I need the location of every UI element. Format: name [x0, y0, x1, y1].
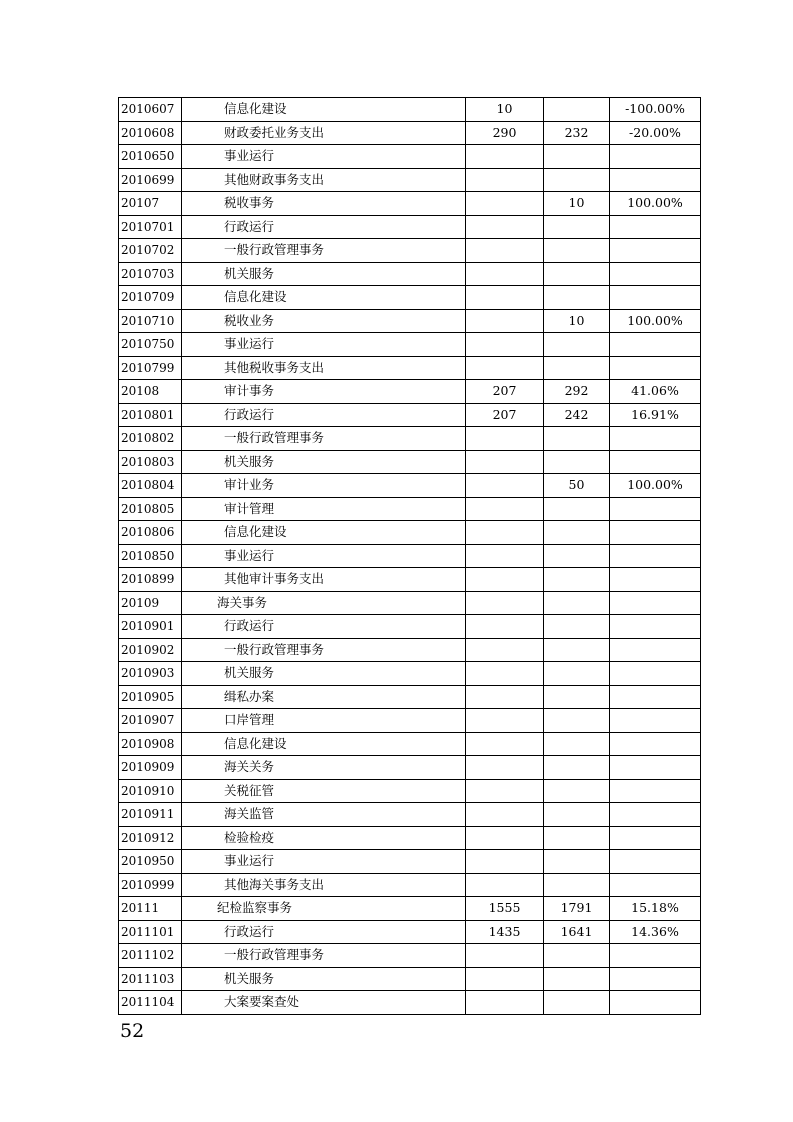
row-prev-amount-cell — [466, 591, 544, 615]
row-name-cell: 信息化建设 — [182, 521, 466, 545]
row-change-percent-cell — [610, 239, 701, 263]
row-name-cell: 海关事务 — [182, 591, 466, 615]
row-curr-amount-cell — [544, 215, 610, 239]
table-row — [119, 427, 701, 451]
row-change-percent-cell: 15.18% — [610, 897, 701, 921]
row-change-percent-cell — [610, 427, 701, 451]
row-change-percent-cell — [610, 638, 701, 662]
row-name-cell: 一般行政管理事务 — [182, 427, 466, 451]
row-curr-amount-cell: 1641 — [544, 920, 610, 944]
row-curr-amount-cell — [544, 497, 610, 521]
row-code-cell: 2010608 — [119, 121, 182, 145]
row-name-cell: 行政运行 — [182, 920, 466, 944]
row-prev-amount-cell — [466, 286, 544, 310]
row-code-cell: 2010902 — [119, 638, 182, 662]
row-change-percent-cell: 100.00% — [610, 474, 701, 498]
row-name-cell: 行政运行 — [182, 615, 466, 639]
row-curr-amount-cell: 242 — [544, 403, 610, 427]
row-curr-amount-cell — [544, 756, 610, 780]
row-prev-amount-cell — [466, 779, 544, 803]
row-prev-amount-cell — [466, 826, 544, 850]
row-curr-amount-cell: 1791 — [544, 897, 610, 921]
row-curr-amount-cell — [544, 544, 610, 568]
row-change-percent-cell: 100.00% — [610, 309, 701, 333]
row-code-cell: 2010911 — [119, 803, 182, 827]
row-curr-amount-cell — [544, 333, 610, 357]
table-row — [119, 662, 701, 686]
row-change-percent-cell — [610, 850, 701, 874]
row-change-percent-cell — [610, 521, 701, 545]
row-name-cell: 一般行政管理事务 — [182, 239, 466, 263]
table-body — [119, 98, 701, 1015]
row-name-cell: 海关关务 — [182, 756, 466, 780]
row-code-cell: 2010804 — [119, 474, 182, 498]
row-prev-amount-cell — [466, 967, 544, 991]
row-curr-amount-cell — [544, 450, 610, 474]
row-name-cell: 机关服务 — [182, 967, 466, 991]
table-row — [119, 685, 701, 709]
row-code-cell: 20109 — [119, 591, 182, 615]
row-code-cell: 2010850 — [119, 544, 182, 568]
row-curr-amount-cell — [544, 638, 610, 662]
row-name-cell: 信息化建设 — [182, 286, 466, 310]
row-code-cell: 2010899 — [119, 568, 182, 592]
row-name-cell: 税收事务 — [182, 192, 466, 216]
row-change-percent-cell: -20.00% — [610, 121, 701, 145]
row-prev-amount-cell — [466, 474, 544, 498]
row-prev-amount-cell — [466, 662, 544, 686]
row-name-cell: 机关服务 — [182, 262, 466, 286]
table-row — [119, 638, 701, 662]
row-change-percent-cell: -100.00% — [610, 98, 701, 122]
row-code-cell: 2011103 — [119, 967, 182, 991]
row-prev-amount-cell — [466, 850, 544, 874]
row-prev-amount-cell — [466, 615, 544, 639]
table-row — [119, 756, 701, 780]
row-curr-amount-cell: 10 — [544, 309, 610, 333]
row-curr-amount-cell — [544, 262, 610, 286]
row-prev-amount-cell: 1555 — [466, 897, 544, 921]
row-name-cell: 事业运行 — [182, 145, 466, 169]
row-name-cell: 审计业务 — [182, 474, 466, 498]
table-row — [119, 873, 701, 897]
row-name-cell: 行政运行 — [182, 215, 466, 239]
row-code-cell: 2010805 — [119, 497, 182, 521]
row-name-cell: 检验检疫 — [182, 826, 466, 850]
row-curr-amount-cell — [544, 168, 610, 192]
table-row — [119, 145, 701, 169]
row-name-cell: 海关监管 — [182, 803, 466, 827]
table-row — [119, 192, 701, 216]
table-row — [119, 333, 701, 357]
row-curr-amount-cell — [544, 732, 610, 756]
row-code-cell: 2010801 — [119, 403, 182, 427]
table-row — [119, 356, 701, 380]
row-prev-amount-cell — [466, 145, 544, 169]
table-row — [119, 168, 701, 192]
page-number: 52 — [120, 1020, 145, 1042]
row-curr-amount-cell — [544, 873, 610, 897]
row-curr-amount-cell — [544, 709, 610, 733]
row-change-percent-cell — [610, 215, 701, 239]
row-code-cell: 2010799 — [119, 356, 182, 380]
row-curr-amount-cell: 50 — [544, 474, 610, 498]
row-name-cell: 一般行政管理事务 — [182, 944, 466, 968]
row-prev-amount-cell — [466, 450, 544, 474]
row-name-cell: 行政运行 — [182, 403, 466, 427]
row-prev-amount-cell — [466, 309, 544, 333]
row-name-cell: 信息化建设 — [182, 732, 466, 756]
table-row — [119, 615, 701, 639]
row-curr-amount-cell: 10 — [544, 192, 610, 216]
row-code-cell: 2010905 — [119, 685, 182, 709]
row-change-percent-cell — [610, 145, 701, 169]
row-change-percent-cell — [610, 286, 701, 310]
row-prev-amount-cell: 290 — [466, 121, 544, 145]
row-code-cell: 20108 — [119, 380, 182, 404]
row-curr-amount-cell — [544, 850, 610, 874]
row-code-cell: 2010908 — [119, 732, 182, 756]
row-name-cell: 机关服务 — [182, 450, 466, 474]
row-name-cell: 其他财政事务支出 — [182, 168, 466, 192]
row-change-percent-cell — [610, 262, 701, 286]
row-curr-amount-cell — [544, 944, 610, 968]
table-row — [119, 991, 701, 1015]
row-code-cell: 20111 — [119, 897, 182, 921]
table-row — [119, 568, 701, 592]
row-change-percent-cell — [610, 685, 701, 709]
table-row — [119, 803, 701, 827]
row-curr-amount-cell — [544, 826, 610, 850]
row-prev-amount-cell — [466, 803, 544, 827]
row-code-cell: 2010803 — [119, 450, 182, 474]
row-code-cell: 2010999 — [119, 873, 182, 897]
row-prev-amount-cell — [466, 544, 544, 568]
table-row — [119, 286, 701, 310]
row-change-percent-cell — [610, 615, 701, 639]
row-name-cell: 审计管理 — [182, 497, 466, 521]
row-prev-amount-cell: 10 — [466, 98, 544, 122]
row-code-cell: 2010699 — [119, 168, 182, 192]
row-curr-amount-cell — [544, 98, 610, 122]
row-change-percent-cell — [610, 873, 701, 897]
row-code-cell: 2010750 — [119, 333, 182, 357]
row-change-percent-cell: 100.00% — [610, 192, 701, 216]
budget-table — [118, 97, 701, 1015]
table-row — [119, 215, 701, 239]
row-code-cell: 2010901 — [119, 615, 182, 639]
table-row — [119, 732, 701, 756]
row-name-cell: 其他税收事务支出 — [182, 356, 466, 380]
row-prev-amount-cell — [466, 215, 544, 239]
row-prev-amount-cell — [466, 262, 544, 286]
row-prev-amount-cell — [466, 168, 544, 192]
table-row — [119, 591, 701, 615]
row-code-cell: 2010950 — [119, 850, 182, 874]
row-curr-amount-cell — [544, 145, 610, 169]
table-row — [119, 98, 701, 122]
table-row — [119, 121, 701, 145]
table-row — [119, 779, 701, 803]
row-curr-amount-cell — [544, 286, 610, 310]
row-curr-amount-cell — [544, 967, 610, 991]
row-change-percent-cell — [610, 333, 701, 357]
table-row — [119, 944, 701, 968]
table-row — [119, 826, 701, 850]
row-change-percent-cell — [610, 756, 701, 780]
row-change-percent-cell — [610, 803, 701, 827]
row-change-percent-cell — [610, 709, 701, 733]
row-name-cell: 财政委托业务支出 — [182, 121, 466, 145]
row-curr-amount-cell — [544, 427, 610, 451]
table-row — [119, 497, 701, 521]
row-code-cell: 2010710 — [119, 309, 182, 333]
row-code-cell: 2010701 — [119, 215, 182, 239]
row-code-cell: 2011102 — [119, 944, 182, 968]
row-curr-amount-cell — [544, 591, 610, 615]
row-curr-amount-cell — [544, 685, 610, 709]
row-prev-amount-cell — [466, 427, 544, 451]
row-prev-amount-cell — [466, 873, 544, 897]
row-prev-amount-cell — [466, 991, 544, 1015]
row-name-cell: 税收业务 — [182, 309, 466, 333]
row-prev-amount-cell — [466, 497, 544, 521]
table-row — [119, 709, 701, 733]
row-code-cell: 2010910 — [119, 779, 182, 803]
row-code-cell: 2010650 — [119, 145, 182, 169]
row-prev-amount-cell — [466, 568, 544, 592]
row-prev-amount-cell — [466, 732, 544, 756]
row-change-percent-cell — [610, 662, 701, 686]
row-code-cell: 2010907 — [119, 709, 182, 733]
row-code-cell: 2010903 — [119, 662, 182, 686]
table-row — [119, 309, 701, 333]
row-curr-amount-cell: 292 — [544, 380, 610, 404]
table-row — [119, 380, 701, 404]
row-prev-amount-cell: 207 — [466, 403, 544, 427]
row-change-percent-cell — [610, 967, 701, 991]
row-prev-amount-cell — [466, 333, 544, 357]
row-curr-amount-cell — [544, 615, 610, 639]
row-prev-amount-cell — [466, 521, 544, 545]
row-name-cell: 大案要案查处 — [182, 991, 466, 1015]
row-curr-amount-cell — [544, 239, 610, 263]
row-prev-amount-cell — [466, 192, 544, 216]
row-change-percent-cell: 16.91% — [610, 403, 701, 427]
row-change-percent-cell — [610, 591, 701, 615]
table-row — [119, 897, 701, 921]
row-code-cell: 2010909 — [119, 756, 182, 780]
row-prev-amount-cell — [466, 638, 544, 662]
row-change-percent-cell — [610, 732, 701, 756]
row-change-percent-cell: 14.36% — [610, 920, 701, 944]
row-change-percent-cell — [610, 991, 701, 1015]
table-row — [119, 474, 701, 498]
table-row — [119, 544, 701, 568]
row-change-percent-cell — [610, 168, 701, 192]
row-change-percent-cell — [610, 826, 701, 850]
row-change-percent-cell — [610, 944, 701, 968]
row-code-cell: 20107 — [119, 192, 182, 216]
row-change-percent-cell: 41.06% — [610, 380, 701, 404]
row-prev-amount-cell — [466, 356, 544, 380]
row-code-cell: 2010702 — [119, 239, 182, 263]
row-name-cell: 纪检监察事务 — [182, 897, 466, 921]
row-curr-amount-cell — [544, 662, 610, 686]
row-curr-amount-cell — [544, 779, 610, 803]
table-row — [119, 450, 701, 474]
row-prev-amount-cell — [466, 685, 544, 709]
row-name-cell: 其他海关事务支出 — [182, 873, 466, 897]
row-curr-amount-cell — [544, 568, 610, 592]
row-code-cell: 2011101 — [119, 920, 182, 944]
table-row — [119, 521, 701, 545]
row-change-percent-cell — [610, 544, 701, 568]
row-code-cell: 2010806 — [119, 521, 182, 545]
row-name-cell: 事业运行 — [182, 544, 466, 568]
table-row — [119, 239, 701, 263]
row-code-cell: 2010709 — [119, 286, 182, 310]
row-name-cell: 信息化建设 — [182, 98, 466, 122]
row-prev-amount-cell — [466, 944, 544, 968]
row-name-cell: 关税征管 — [182, 779, 466, 803]
row-curr-amount-cell — [544, 803, 610, 827]
table-row — [119, 262, 701, 286]
row-name-cell: 一般行政管理事务 — [182, 638, 466, 662]
row-name-cell: 事业运行 — [182, 333, 466, 357]
row-prev-amount-cell — [466, 709, 544, 733]
row-name-cell: 审计事务 — [182, 380, 466, 404]
row-prev-amount-cell — [466, 756, 544, 780]
row-change-percent-cell — [610, 356, 701, 380]
table-row — [119, 967, 701, 991]
row-code-cell: 2010703 — [119, 262, 182, 286]
row-name-cell: 口岸管理 — [182, 709, 466, 733]
table-row — [119, 920, 701, 944]
row-name-cell: 其他审计事务支出 — [182, 568, 466, 592]
table-row — [119, 850, 701, 874]
row-curr-amount-cell — [544, 356, 610, 380]
row-name-cell: 缉私办案 — [182, 685, 466, 709]
row-name-cell: 事业运行 — [182, 850, 466, 874]
row-name-cell: 机关服务 — [182, 662, 466, 686]
row-prev-amount-cell: 1435 — [466, 920, 544, 944]
row-code-cell: 2010912 — [119, 826, 182, 850]
row-code-cell: 2011104 — [119, 991, 182, 1015]
row-change-percent-cell — [610, 497, 701, 521]
row-code-cell: 2010607 — [119, 98, 182, 122]
row-change-percent-cell — [610, 779, 701, 803]
row-change-percent-cell — [610, 450, 701, 474]
row-prev-amount-cell — [466, 239, 544, 263]
table-row — [119, 403, 701, 427]
row-curr-amount-cell: 232 — [544, 121, 610, 145]
row-curr-amount-cell — [544, 521, 610, 545]
row-change-percent-cell — [610, 568, 701, 592]
row-prev-amount-cell: 207 — [466, 380, 544, 404]
row-code-cell: 2010802 — [119, 427, 182, 451]
row-curr-amount-cell — [544, 991, 610, 1015]
